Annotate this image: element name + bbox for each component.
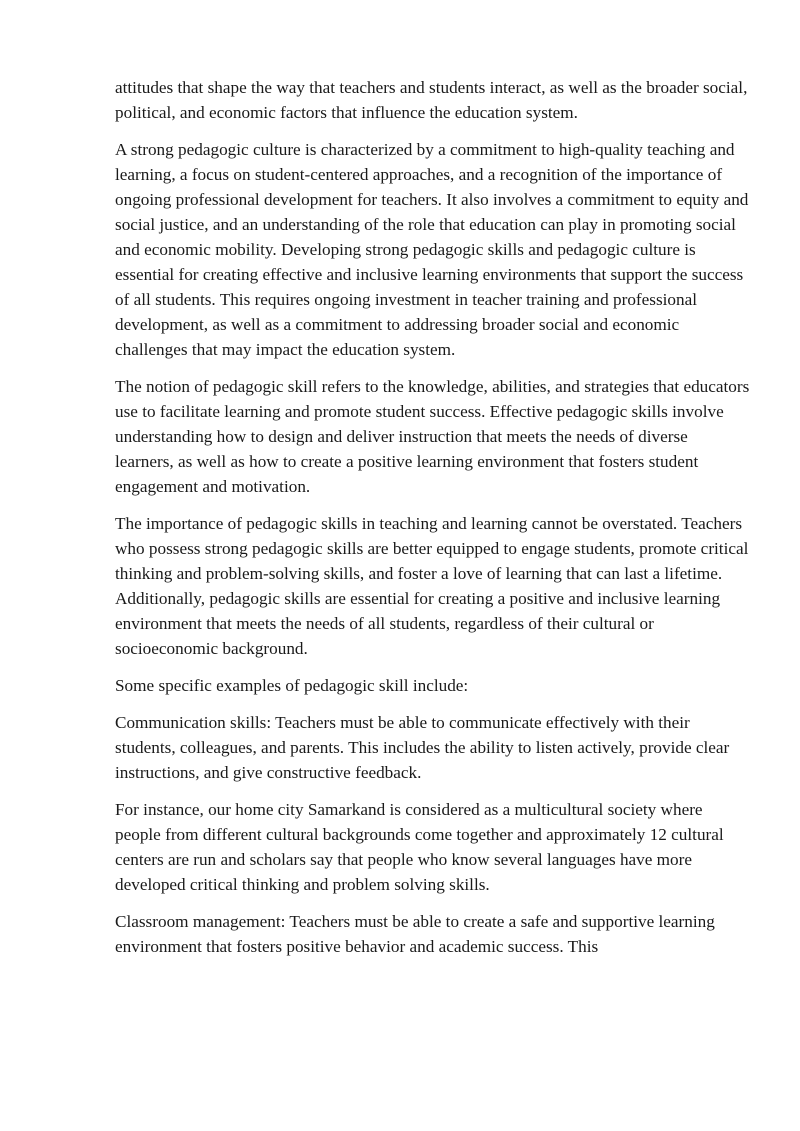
paragraph-4: The importance of pedagogic skills in teaching and learning cannot be overstated. Teachers who possess strong pedagogic skills are better equipped to engage students, promote critical thinking and problem-solving skills, and foster a love of learning that can last a lifetime. Additionally, pedagogic skills are essential for creating a positive and inclusive learning environment that meets the needs of all students, regardless of their cultural or socioeconomic background. [115,514,749,658]
paragraph-2: A strong pedagogic culture is characterized by a commitment to high-quality teaching and learning, a focus on student-centered approaches, and a recognition of the importance of ongoing professional development for teachers. It also involves a commitment to equity and social justice, and an understanding of the role that education can play in promoting social and economic mobility. Developing strong pedagogic skills and pedagogic culture is essential for creating effective and inclusive learning environments that support the success of all students. This requires ongoing investment in teacher training and professional development, as well as a commitment to addressing broader social and economic challenges that may impact the education system. [115,140,749,359]
paragraph-1: attitudes that shape the way that teachers and students interact, as well as the broader social, political, and economic factors that influence the education system. [115,78,748,122]
paragraph-7: For instance, our home city Samarkand is considered as a multicultural society where people from different cultural backgrounds come together and approximately 12 cultural centers are run and scholars say that people who know several languages have more developed critical thinking and problem solving skills. [115,800,724,894]
paragraph-5: Some specific examples of pedagogic skill include: [115,676,469,695]
paragraph-6: Communication skills: Teachers must be able to communicate effectively with their students, colleagues, and parents. This includes the ability to listen actively, provide clear instructions, and give constructive feedback. [115,713,730,782]
document-page [115,75,750,971]
paragraph-3: The notion of pedagogic skill refers to the knowledge, abilities, and strategies that educators use to facilitate learning and promote student success. Effective pedagogic skills involve understanding how to design and deliver instruction that meets the needs of diverse learners, as well as how to create a positive learning environment that fosters student engagement and motivation. [115,377,750,496]
paragraph-8: Classroom management: Teachers must be able to create a safe and supportive learning environment that fosters positive behavior and academic success. This [115,912,715,956]
